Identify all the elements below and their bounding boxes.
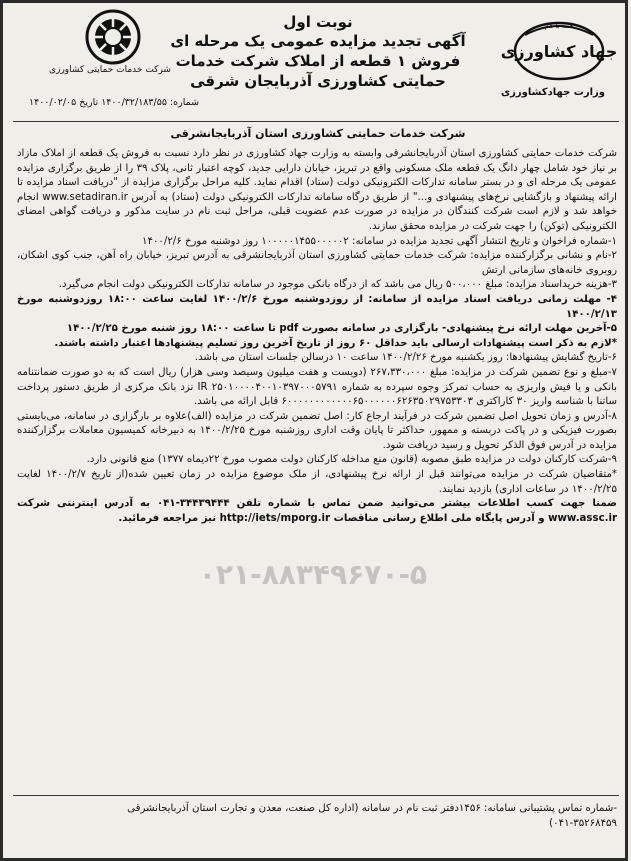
- item-6: ۶-تاریخ گشایش پیشنهادها: روز یکشنبه مورخ ۱۴۰۰/۲/۲۶ ساعت ۱۰ درسالن جلسات استان می باشد.: [194, 352, 617, 364]
- header-divider: [13, 121, 619, 122]
- support-contact: [17, 801, 617, 831]
- notice-header: [3, 3, 631, 123]
- notice-title: [153, 13, 483, 91]
- item-4: ۴- مهلت زمانی دریافت اسناد مزایده از سامانه: از روزدوشنبه مورخ ۱۴۰۰/۲/۶ لغایت ساعت ۱۸:۰۰ روزدوشنبه مورخ ۱۴۰۰/۲/۱۳: [17, 293, 617, 320]
- company-subheading: شرکت خدمات حمایتی کشاورزی استان آذربایجانشرقی: [170, 127, 466, 140]
- item-7: ۷-مبلغ و نوع تضمین شرکت در مزایده: مبلغ ۲۶۷،۳۳۰،۰۰۰ (دویست و هفت میلیون وسیصد وسی هزار) ریال است که به دو صورت ضمانتنامه بانکی و یا فیش واریزی به حساب تمرکز وجوه سپرده به شماره IR ۲۵۰۱۰۰۰۰۴۰۰۱۰۳۹۷۰۰۰۵۷۹۱ نزد بانک مرکزی از طریق دستور پرداخت ساتنا با شناسه واریز ۳۰ کاراکتری ۶۰۰۰۰۰۰۰۰۰۰۰۰۶۵۰۰۰۰۰۰۶۲۶۳۵۰۲۹۷۵۳۳۰۳ قابل ارائه می باشد.: [17, 366, 617, 408]
- org-emblem-icon: [85, 9, 141, 65]
- support-line-1: -شماره تماس پشتیبانی سامانه: ۱۴۵۶دفتر ثبت نام در سامانه (اداره کل صنعت، معدن و تجارت استان آذربایجانشرقی: [127, 803, 617, 814]
- item-1: ۱-شماره فراخوان و تاریخ انتشار آگهی تجدید مزایده در سامانه: ۱۰۰۰۰۰۱۴۵۵۰۰۰۰۰۲ روز دوشنبه مورخ ۱۴۰۰/۲/۶: [142, 235, 617, 247]
- title-line-2: فروش ۱ قطعه از املاک شرکت خدمات: [175, 52, 461, 70]
- phone-watermark: ۰۲۱-۸۸۳۴۹۶۷۰-۵: [198, 558, 428, 591]
- notice-body: [17, 147, 617, 526]
- item-9-note: *متقاضیان شرکت در مزایده می‌توانند قبل از ارائه نرخ پیشنهادی، از ملک موضوع مزایده در زمان تعیین شده(از تاریخ ۱۴۰۰/۲/۷ لغایت ۱۴۰۰/۲/۲۵ در ساعات اداری) بازدید نمایند.: [17, 469, 617, 495]
- intro-paragraph: شرکت خدمات حمایتی کشاورزی استان آذربایجانشرقی وابسته به وزارت جهاد کشاورزی در نظر دارد نسبت به فروش یک قطعه از املاک مازاد بر نیاز خود شامل چهار دانگ یک قطعه ملک مسکونی واقع در تبریز، خیابان دارایی جدید، کوچه اعتبار ثانی، پلاک ۳۹ را از طریق برگزاری مزایده عمومی یک مرحله ای و در بستر سامانه تدارکات الکترونیکی دولت (ستاد) اقدام نماید. کلیه مراحل برگزاری مزایده از "دریافت اسناد مزایده تا ارائه پیشنهاد و بازگشایی نرخ‌های پیشنهادی و..." از طریق درگاه سامانه تدارکات الکترونیکی دولت (ستاد) به آدرس www.setadiran.ir انجام خواهد شد و لازم است شرکت کنندگان در مزایده در صورت عدم عضویت قبلی، مراحل ثبت نام در سایت مذکور و دریافت گواهی امضای الکترونیکی (توکن) را جهت شرکت در مزایده محقق سازند.: [17, 148, 617, 232]
- support-line-2: ۰۴۱-۳۵۲۶۸۴۵۹): [549, 818, 617, 829]
- ministry-name: وزارت جهادکشاورزی: [500, 87, 606, 98]
- item-9: ۹-شرکت کارکنان دولت در مزایده طبق مصوبه (قانون منع مداخله کارکنان دولت مصوب مورخ ۲۲دیماه ۱۳۷۷) منع قانونی دارد.: [86, 454, 617, 466]
- logo-top-text: همه با هم: [544, 22, 574, 30]
- item-5-note: *لازم به ذکر است پیشنهادات ارسالی باید حداقل ۶۰ روز از تاریخ آخرین روز تسلیم پیشنهادها اعتبار داشته باشند.: [54, 337, 617, 349]
- contact-paragraph: ضمنا جهت کسب اطلاعات بیشتر می‌توانید ضمن تماس با شماره تلفن ۳۴۴۳۹۴۴۴-۰۴۱ به آدرس اینترنتی شرکت www.assc.ir و آدرس پایگاه ملی اطلاع رسانی مناقصات http://iets/mporg.ir نیز مراجعه فرمائید.: [17, 498, 617, 524]
- item-8: ۸-آدرس و زمان تحویل اصل تضمین شرکت در فرآیند ارجاع کار: اصل تضمین شرکت در مزایده (الف)علاوه بر بارگزاری در سامانه، می‌بایستی بصورت فیزیکی و در پاکت دربسته و ممهور، حداکثر تا پایان وقت اداری روزشنبه مورخ ۱۴۰۰/۲/۲۵ به دبیرخانه کمیسیون معاملات برگزارکننده مزایده در آدرس فوق الذکر تحویل و رسید دریافت شود.: [17, 410, 617, 451]
- left-org-name: شرکت خدمات حمایتی کشاورزی: [49, 65, 171, 75]
- title-round: نوبت اول: [283, 13, 353, 31]
- title-line-1: آگهی تجدید مزایده عمومی یک مرحله ای: [170, 32, 466, 50]
- title-line-3: حمایتی کشاورزی آذربایجان شرقی: [190, 72, 446, 90]
- item-5: ۵-آخرین مهلت ارائه نرخ پیشنهادی- بارگزاری در سامانه بصورت pdf تا ساعت ۱۸:۰۰ روز شنبه مورخ ۱۴۰۰/۲/۲۵: [66, 323, 617, 335]
- logo-main-text: جهاد کشاورزی: [500, 42, 618, 61]
- reference-number: شماره: ۱۴۰۰/۳۲/۱۸۳/۵۵ تاریخ ۱۴۰۰/۰۲/۰۵: [29, 97, 200, 108]
- ministry-logo-icon: [500, 15, 618, 83]
- footer-divider: [13, 795, 619, 796]
- item-2: ۲-نام و نشانی برگزارکننده مزایده: شرکت خدمات حمایتی کشاورزی استان آذربایجانشرقی به آدرس تبریز، خیابان راه آهن، جنب کوی اشکان، روبروی خانه‌های سازمانی ارتش: [17, 250, 617, 276]
- item-3: ۳-هزینه خریداسناد مزایده: مبلغ ۵۰۰،۰۰۰ ریال می باشد که از درگاه بانکی موجود در سامانه تدارکات الکترونیکی دولت انجام می‌گیرد.: [58, 279, 617, 291]
